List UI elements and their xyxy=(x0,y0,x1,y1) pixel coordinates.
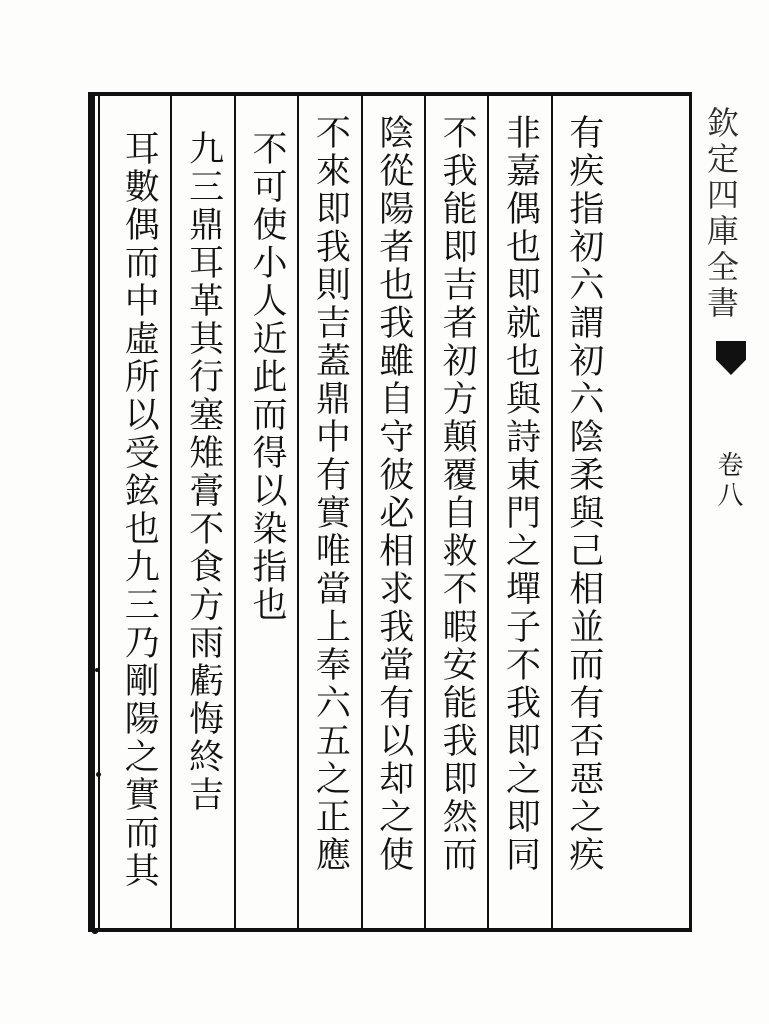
ink-speck xyxy=(92,930,98,934)
column-text: 有疾指初六謂初六陰柔與己相並而有否惡之疾 xyxy=(563,114,604,874)
column-text: 不來即我則吉蓋鼎中有實唯當上奉六五之正應 xyxy=(310,114,351,874)
text-column xyxy=(297,96,360,928)
column-text: 不我能即吉者初方顛覆自救不暇安能我即然而 xyxy=(437,114,478,874)
column-divider xyxy=(689,96,692,928)
vertical-text-columns xyxy=(107,96,614,928)
text-column xyxy=(487,96,550,928)
column-text: 耳數偶而中虛所以受鉉也九三乃剛陽之實而其 xyxy=(119,130,160,890)
text-column xyxy=(424,96,487,928)
text-column xyxy=(234,96,297,928)
column-text: 陰從陽者也我雖自守彼必相求我當有以却之使 xyxy=(373,114,414,874)
column-text: 非嘉偶也即就也與詩東門之墠子不我即之即同 xyxy=(500,114,541,874)
ink-speck xyxy=(95,668,99,672)
text-column xyxy=(107,96,170,928)
text-column xyxy=(170,96,233,928)
text-column xyxy=(361,96,424,928)
column-text: 不可使小人近此而得以染指也 xyxy=(247,130,288,624)
juan-label: 卷八 xyxy=(713,451,743,511)
page-banner xyxy=(694,96,769,936)
ink-speck xyxy=(96,772,101,777)
text-block-frame xyxy=(88,92,743,932)
book-title: 欽定四庫全書 xyxy=(702,106,740,322)
column-text: 九三鼎耳革其行塞雉膏不食方雨虧悔終吉 xyxy=(183,130,224,814)
text-column xyxy=(551,96,614,928)
fish-tail-icon xyxy=(716,341,746,375)
